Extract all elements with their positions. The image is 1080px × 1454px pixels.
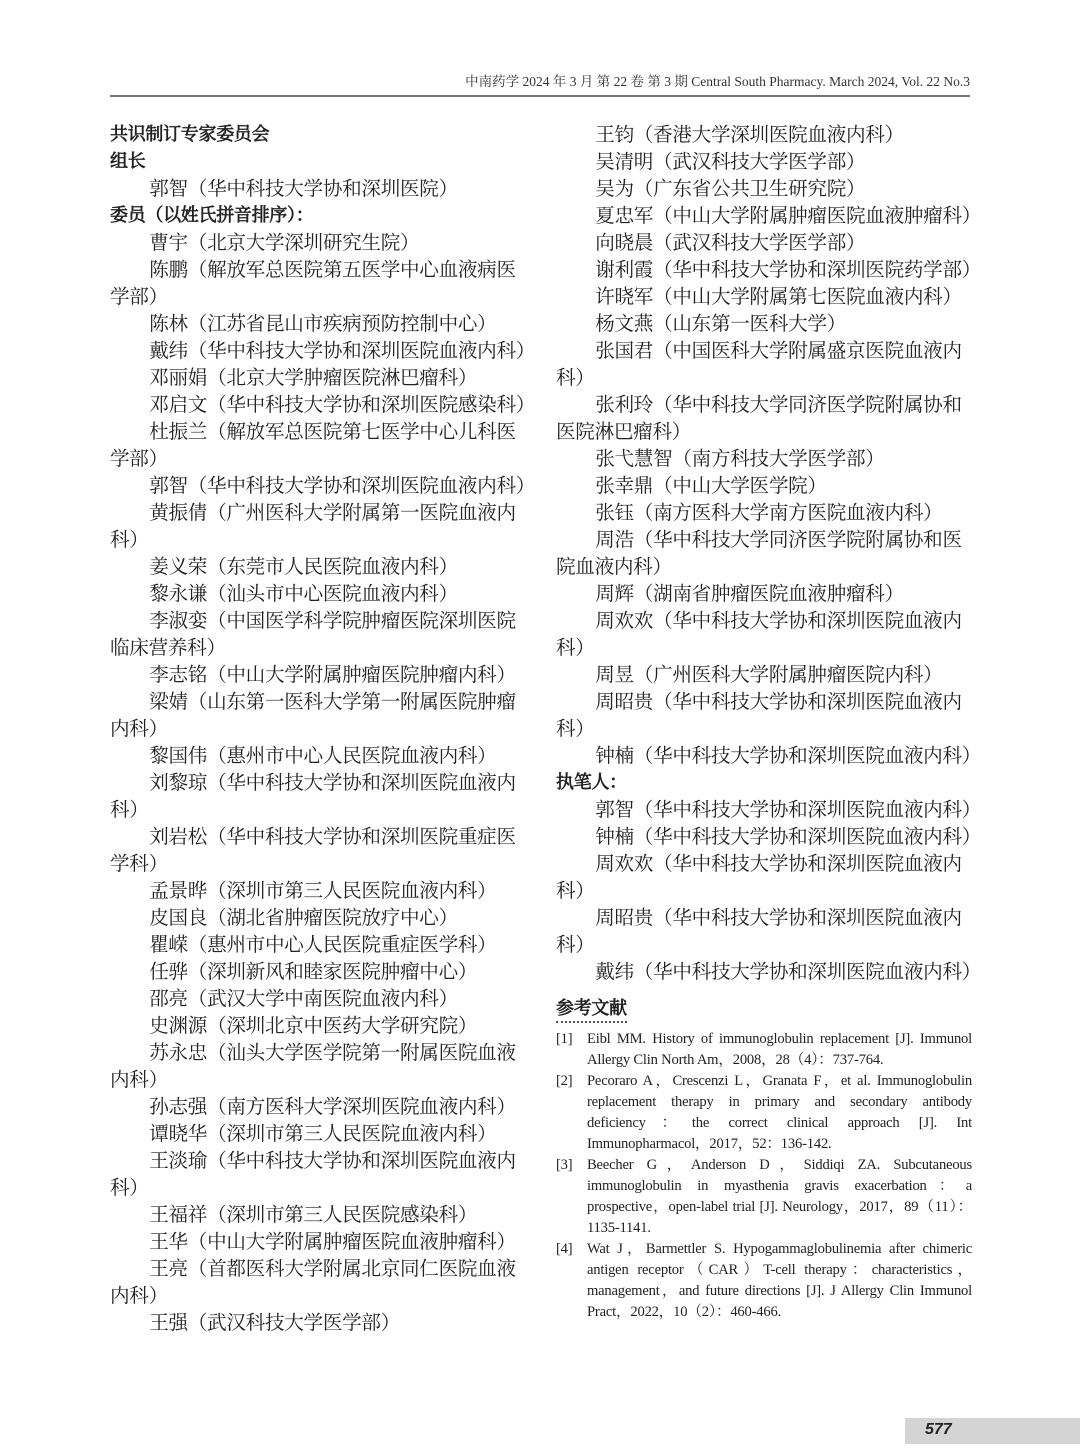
member-entry: 王福祥（深圳市第三人民医院感染科） xyxy=(149,1203,478,1226)
member-entry: 陈鹏（解放军总医院第五医学中心血液病医学部） xyxy=(110,258,516,308)
page-number: 577 xyxy=(925,1421,952,1438)
committee-title: 共识制订专家委员会 xyxy=(110,124,270,145)
writer-entry: 周昭贵（华中科技大学协和深圳医院血液内科） xyxy=(556,906,962,956)
member-entry: 苏永忠（汕头大学医学院第一附属医院血液内科） xyxy=(110,1041,516,1091)
member-entry: 瞿嵘（惠州市中心人民医院重症医学科） xyxy=(149,933,497,956)
reference-number: [4] xyxy=(556,1241,573,1257)
member-entry: 张钰（南方医科大学南方医院血液内科） xyxy=(595,501,943,524)
members-title: 委员（以姓氏拼音排序）： xyxy=(110,205,314,226)
leader-entry: 郭智（华中科技大学协和深圳医院） xyxy=(149,177,458,200)
member-entry: 皮国良（湖北省肿瘤医院放疗中心） xyxy=(149,906,458,929)
member-entry: 夏忠军（中山大学附属肿瘤医院血液肿瘤科） xyxy=(595,204,982,227)
member-entry: 吴清明（武汉科技大学医学部） xyxy=(595,150,866,173)
references-title: 参考文献 xyxy=(556,997,627,1023)
writer-list xyxy=(556,796,982,985)
member-entry: 王强（武汉科技大学医学部） xyxy=(149,1311,401,1334)
member-entry: 王亮（首都医科大学附属北京同仁医院血液内科） xyxy=(110,1257,516,1307)
member-entry: 黎永谦（汕头市中心医院血液内科） xyxy=(149,582,458,605)
member-entry: 王淡瑜（华中科技大学协和深圳医院血液内科） xyxy=(110,1149,516,1199)
member-entry: 谭晓华（深圳市第三人民医院血液内科） xyxy=(149,1122,497,1145)
member-entry: 梁婧（山东第一医科大学第一附属医院肿瘤内科） xyxy=(110,690,516,740)
reference-number: [2] xyxy=(556,1073,573,1089)
member-entry: 向晓晨（武汉科技大学医学部） xyxy=(595,231,866,254)
reference-item xyxy=(556,1029,972,1071)
member-entry: 周辉（湖南省肿瘤医院血液肿瘤科） xyxy=(595,582,904,605)
member-entry: 刘黎琼（华中科技大学协和深圳医院血液内科） xyxy=(110,771,516,821)
member-entry: 杨文燕（山东第一医科大学） xyxy=(595,312,847,335)
member-entry: 李志铭（中山大学附属肿瘤医院肿瘤内科） xyxy=(149,663,516,686)
member-entry: 郭智（华中科技大学协和深圳医院血液内科） xyxy=(149,474,536,497)
member-entry: 邵亮（武汉大学中南医院血液内科） xyxy=(149,987,458,1010)
writer-entry: 周欢欢（华中科技大学协和深圳医院血液内科） xyxy=(556,852,962,902)
writer-entry: 钟楠（华中科技大学协和深圳医院血液内科） xyxy=(595,825,982,848)
page-number-box xyxy=(905,1418,1080,1444)
member-entry: 杜振兰（解放军总医院第七医学中心儿科医学部） xyxy=(110,420,516,470)
reference-list xyxy=(556,1029,972,1323)
member-entry: 史渊源（深圳北京中医药大学研究院） xyxy=(149,1014,478,1037)
reference-number: [1] xyxy=(556,1031,573,1047)
member-entry: 李淑娈（中国医学科学院肿瘤医院深圳医院临床营养科） xyxy=(110,609,516,659)
reference-text: Beecher G，Anderson D，Siddiqi ZA. Subcutaneous immunoglobulin in myasthenia gravis exacerbation：a prospective，open-label trial [J]. Neurology，2017，89（11）：1135-1141. xyxy=(587,1157,972,1236)
member-entry: 邓启文（华中科技大学协和深圳医院感染科） xyxy=(149,393,536,416)
member-entry: 许晓军（中山大学附属第七医院血液内科） xyxy=(595,285,962,308)
member-entry: 王钧（香港大学深圳医院血液内科） xyxy=(595,123,904,146)
member-entry: 周昱（广州医科大学附属肿瘤医院内科） xyxy=(595,663,943,686)
member-entry: 孟景晔（深圳市第三人民医院血液内科） xyxy=(149,879,497,902)
member-entry: 张弋慧智（南方科技大学医学部） xyxy=(595,447,885,470)
member-entry: 谢利霞（华中科技大学协和深圳医院药学部） xyxy=(595,258,982,281)
writers-title: 执笔人： xyxy=(556,772,627,793)
running-header: 中南药学 2024 年 3 月 第 22 卷 第 3 期 Central South Pharmacy. March 2024, Vol. 22 No.3 xyxy=(465,74,970,89)
member-entry: 任骅（深圳新风和睦家医院肿瘤中心） xyxy=(149,960,478,983)
member-entry: 吴为（广东省公共卫生研究院） xyxy=(595,177,866,200)
member-entry: 张利玲（华中科技大学同济医学院附属协和医院淋巴瘤科） xyxy=(556,393,962,443)
reference-item xyxy=(556,1239,972,1323)
member-entry: 张幸鼎（中山大学医学院） xyxy=(595,474,827,497)
reference-text: Pecoraro A，Crescenzi L，Granata F，et al. Immunoglobulin replacement therapy in primary and secondary antibody deficiency：the correct clinical approach [J]. Int Immunopharmacol，2017，52：136-142. xyxy=(587,1073,972,1152)
member-entry: 周欢欢（华中科技大学协和深圳医院血液内科） xyxy=(556,609,962,659)
reference-item xyxy=(556,1155,972,1239)
member-list xyxy=(110,229,536,1336)
member-entry: 刘岩松（华中科技大学协和深圳医院重症医学科） xyxy=(110,825,516,875)
reference-item xyxy=(556,1071,972,1155)
member-entry: 王华（中山大学附属肿瘤医院血液肿瘤科） xyxy=(149,1230,516,1253)
member-entry: 黎国伟（惠州市中心人民医院血液内科） xyxy=(149,744,497,767)
reference-text: Wat J，Barmettler S. Hypogammaglobulinemia after chimeric antigen receptor（CAR）T-cell therapy：characteristics，management，and future directions [J]. J Allergy Clin Immunol Pract，2022，10（2）：460-466. xyxy=(587,1241,972,1320)
member-entry: 姜义荣（东莞市人民医院血液内科） xyxy=(149,555,458,578)
reference-number: [3] xyxy=(556,1157,573,1173)
writer-entry: 郭智（华中科技大学协和深圳医院血液内科） xyxy=(595,798,982,821)
member-entry: 周昭贵（华中科技大学协和深圳医院血液内科） xyxy=(556,690,962,740)
right-column xyxy=(556,121,982,1323)
member-entry: 张国君（中国医科大学附属盛京医院血液内科） xyxy=(556,339,962,389)
member-entry: 钟楠（华中科技大学协和深圳医院血液内科） xyxy=(595,744,982,767)
member-entry: 戴纬（华中科技大学协和深圳医院血液内科） xyxy=(149,339,536,362)
member-entry: 周浩（华中科技大学同济医学院附属协和医院血液内科） xyxy=(556,528,962,578)
header-rule xyxy=(110,95,970,97)
writer-entry: 戴纬（华中科技大学协和深圳医院血液内科） xyxy=(595,960,982,983)
leader-title: 组长 xyxy=(110,151,146,172)
member-entry: 陈林（江苏省昆山市疾病预防控制中心） xyxy=(149,312,497,335)
member-list-continued xyxy=(556,121,982,769)
reference-text: Eibl MM. History of immunoglobulin replacement [J]. Immunol Allergy Clin North Am，2008，28（4）：737-764. xyxy=(587,1031,972,1068)
left-column xyxy=(110,121,536,1336)
member-entry: 曹宇（北京大学深圳研究生院） xyxy=(149,231,420,254)
member-entry: 孙志强（南方医科大学深圳医院血液内科） xyxy=(149,1095,516,1118)
member-entry: 邓丽娟（北京大学肿瘤医院淋巴瘤科） xyxy=(149,366,478,389)
member-entry: 黄振倩（广州医科大学附属第一医院血液内科） xyxy=(110,501,516,551)
